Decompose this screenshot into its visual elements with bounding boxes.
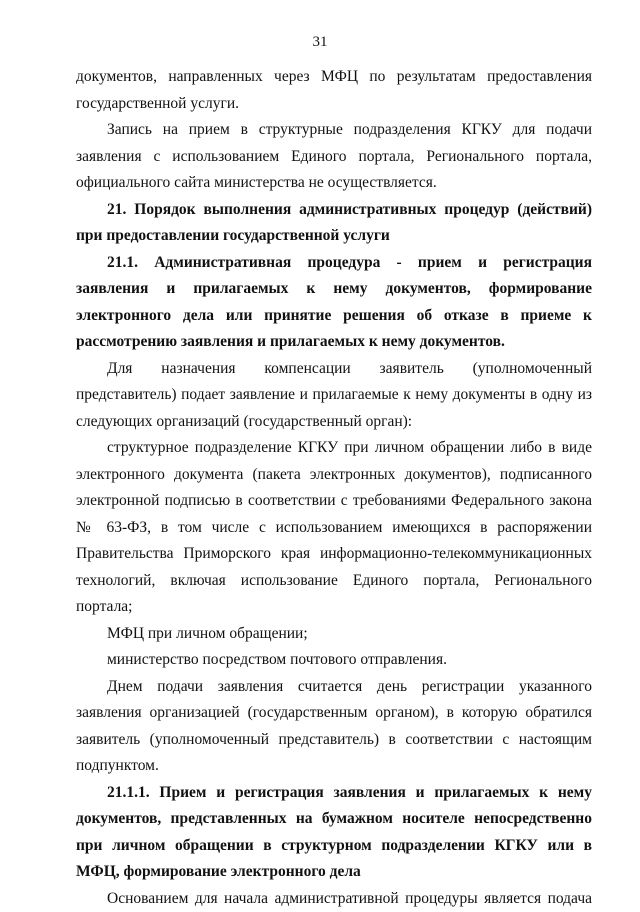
paragraph: Запись на прием в структурные подразделения КГКУ для подачи заявления с использованием Единого портала, Регионального портала, официального сайта министерства не осуществляется. — [76, 117, 592, 197]
paragraph: Для назначения компенсации заявитель (уполномоченный представитель) подает заявление и прилагаемые к нему документы в одну из следующих организаций (государственный орган): — [76, 356, 592, 436]
page-number: 31 — [0, 34, 640, 51]
section-heading: 21. Порядок выполнения административных процедур (действий) при предоставлении государственной услуги — [76, 197, 592, 250]
list-item: МФЦ при личном обращении; — [76, 621, 592, 648]
paragraph: Днем подачи заявления считается день регистрации указанного заявления организацией (государственным органом), в которую обратился заявитель (уполномоченный представитель) в соответствии с настоящим подпунктом. — [76, 674, 592, 780]
subsection-heading: 21.1.1. Прием и регистрация заявления и прилагаемых к нему документов, представленных на бумажном носителе непосредственно при личном обращении в структурном подразделении КГКУ или в МФЦ, формирование электронного дела — [76, 780, 592, 886]
document-body — [76, 64, 592, 912]
paragraph: Основанием для начала административной процедуры является подача — [76, 886, 592, 912]
paragraph: структурное подразделение КГКУ при личном обращении либо в виде электронного документа (пакета электронных документов), подписанного электронной подписью в соответствии с требованиями Федерального закона № 63-ФЗ, в том числе с использованием имеющихся в распоряжении Правительства Приморского края информационно-телекоммуникационных технологий, включая использование Единого портала, Регионального портала; — [76, 435, 592, 621]
subsection-heading: 21.1. Административная процедура - прием и регистрация заявления и прилагаемых к нему документов, формирование электронного дела или принятие решения об отказе в приеме к рассмотрению заявления и прилагаемых к нему документов. — [76, 250, 592, 356]
paragraph: документов, направленных через МФЦ по результатам предоставления государственной услуги. — [76, 64, 592, 117]
list-item: министерство посредством почтового отправления. — [76, 647, 592, 674]
